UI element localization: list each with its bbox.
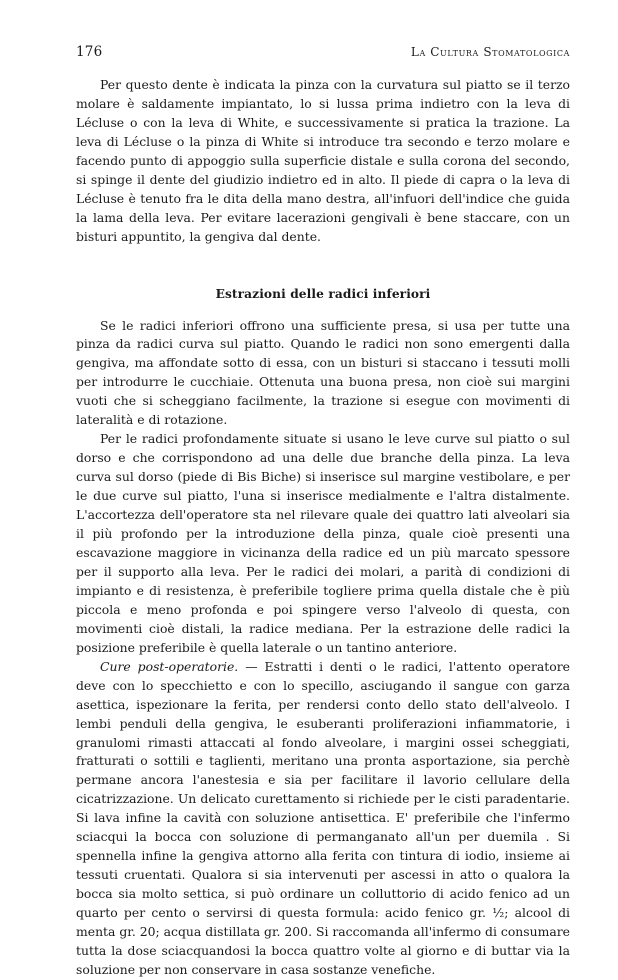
run-in-heading: Cure post-operatorie. <box>100 658 239 674</box>
section-title: Estrazioni delle radici inferiori <box>215 286 431 301</box>
paragraph-third-molar: Per questo dente è indicata la pinza con la curvatura sul piatto se il terzo molare è saldamente impiantato, lo si lussa prima indietro con la leva di Lécluse o con la leva di White, e successivamente si pratica la trazione. La leva di Lécluse o la pinza di White si introduce tra secondo e terzo molare e facendo punto di appoggio sulla superficie distale e sulla corona del secondo, si spinge il dente del giudizio indietro ed in alto. Il piede di capra o la leva di Lécluse è tenuto fra le dita della mano destra, all'infuori dell'indice che guida la lama della leva. Per evitare lacerazioni gengivali è bene staccare, con un bisturi appuntito, la gengiva dal dente. <box>76 77 570 244</box>
page-number: 176 <box>76 44 103 60</box>
paragraph-deep-roots: Per le radici profondamente situate si usano le leve curve sul piatto o sul dorso e che corrispondono ad una delle due branche della pinza. La leva curva sul dorso (piede di Bis Biche) si inserisce sul margine vestibolare, e per le due curve sul piatto, l'una si inserisce medialmente e l'altra distalmente. L'accortezza dell'operatore sta nel rilevare quale dei quattro lati alveolari sia il più profondo per la introduzione della pinza, quale cioè presenti una escavazione maggiore in vicinanza della radice ed un più marcato spessore per il supporto alla leva. Per le radici dei molari, a parità di condizioni di impianto e di resistenza, è preferibile togliere prima quella distale che è più piccola e meno profonda e poi spingere verso l'alveolo di questa, con movimenti cioè distali, la radice mediana. Per la estrazione delle radici la posizione preferibile è quella laterale o un tantino anteriore. <box>76 431 570 655</box>
page-header <box>76 44 570 62</box>
post-operative-text: — Estratti i denti o le radici, l'attento operatore deve con lo specchietto e con lo specillo, asciugando il sangue con garza asettica, ispezionare la ferita, per rendersi conto dello stato dell'alveolo. I lembi penduli della gengiva, le esuberanti proliferazioni infiammatorie, i granulomi rimasti attaccati al fondo alveolare, i margini ossei scheggiati, fratturati o sottili e taglienti, meritano una pronta asportazione, sia perchè permane ancora l'anestesia e sia per facilitare il lavorio cellulare della cicatrizzazione. Un delicato curettamento si richiede per le cisti paradentarie. Si lava infine la cavità con soluzione antisettica. E' preferibile che l'infermo sciacqui la bocca con soluzione di permanganato all'un per duemila . Si spennella infine la gengiva attorno alla ferita con tintura di iodio, insieme ai tessuti cruentati. Qualora si sia intervenuti per ascessi in atto o qualora la bocca sia molto settica, si può ordinare un colluttorio di acido fenico ad un quarto per cento o servirsi di questa formula: acido fenico gr. ½; alcool di menta gr. 20; acqua distillata gr. 200. Si raccomanda all'infermo di consumare tutta la dose sciacquandosi la bocca quattro volte al giorno e di buttar via la soluzione per non conservare in casa sostanze venefiche. <box>76 658 571 977</box>
running-title: La Cultura Stomatologica <box>410 45 570 59</box>
paragraph-post-operative-care <box>76 658 570 980</box>
paragraph-roots-grip: Se le radici inferiori offrono una sufficiente presa, si usa per tutte una pinza da radici curva sul piatto. Quando le radici non sono emergenti dalla gengiva, ma affondate sotto di essa, con un bisturi si staccano i tessuti molli per introdurre le cucchiaie. Ottenuta una buona presa, non cioè sui margini vuoti che si scheggiano facilmente, la trazione si esegue con movimenti di lateralità e di rotazione. <box>76 317 570 428</box>
body-text <box>76 76 570 980</box>
